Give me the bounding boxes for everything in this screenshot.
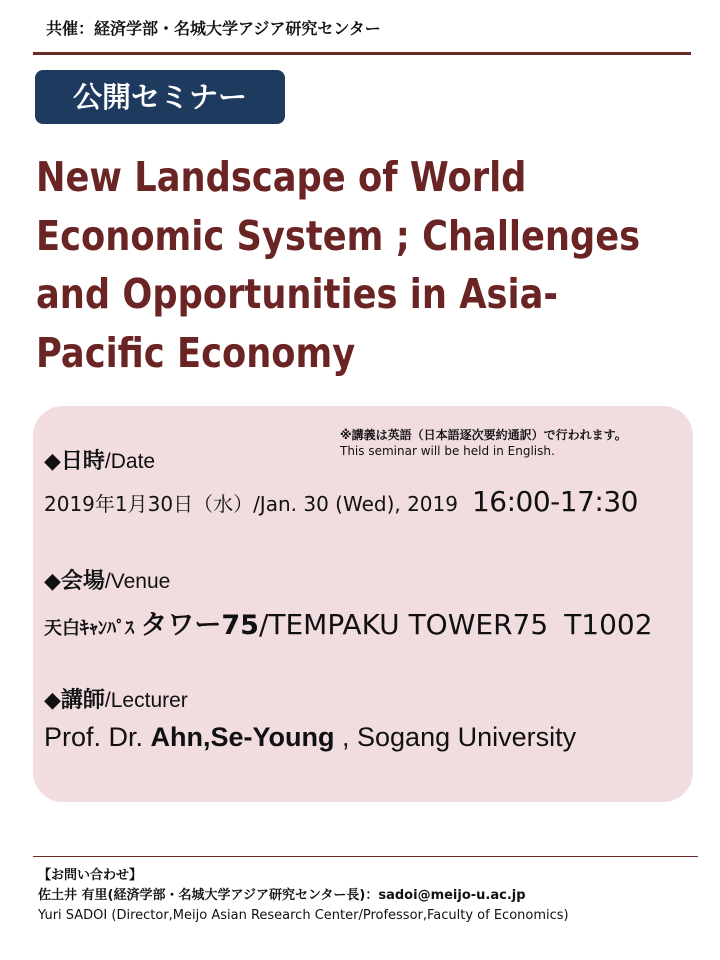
venue-tower-en: /TEMPAKU TOWER75 bbox=[258, 608, 549, 641]
language-note-jp: ※講義は英語（日本語逐次要約通訳）で行われます。 bbox=[340, 428, 627, 442]
date-heading-en: /Date bbox=[104, 450, 156, 473]
organizer-text: 共催：経済学部・名城大学アジア研究センター bbox=[46, 19, 381, 38]
title-line: Economic System ; Challenges bbox=[36, 211, 641, 260]
time-text: 16:00-17:30 bbox=[471, 485, 638, 518]
top-divider bbox=[33, 52, 691, 55]
venue-heading bbox=[44, 564, 170, 595]
contact-english: Yuri SADOI (Director,Meijo Asian Research Center/Professor,Faculty of Economics) bbox=[38, 908, 569, 923]
language-note-en: This seminar will be held in English. bbox=[340, 444, 555, 458]
language-note bbox=[340, 427, 627, 459]
contact-block bbox=[38, 866, 569, 926]
lecturer-prefix: Prof. Dr. bbox=[44, 722, 151, 752]
date-text: 2019年1月30日（水）/Jan. 30 (Wed), 2019 bbox=[44, 492, 458, 516]
title-line: Pacific Economy bbox=[36, 328, 356, 377]
lecturer-heading-en: /Lecturer bbox=[104, 689, 188, 712]
seminar-title bbox=[36, 148, 641, 382]
lecturer-line bbox=[44, 722, 576, 753]
venue-tower-jp: タワー75 bbox=[140, 610, 259, 641]
venue-heading-jp: ◆会場 bbox=[44, 569, 105, 594]
lecturer-name: Ahn,Se-Young bbox=[150, 722, 335, 752]
lecturer-heading-jp: ◆講師 bbox=[44, 688, 105, 713]
lecturer-heading bbox=[44, 683, 188, 714]
venue-heading-en: /Venue bbox=[104, 570, 171, 593]
public-seminar-badge: 公開セミナー bbox=[35, 70, 285, 124]
venue-campus: 天白ｷｬﾝﾊﾟｽ bbox=[44, 618, 134, 639]
title-line: and Opportunities in Asia- bbox=[36, 270, 559, 318]
date-line bbox=[44, 485, 638, 518]
bottom-divider bbox=[33, 856, 698, 857]
venue-line bbox=[44, 603, 653, 642]
venue-room: T1002 bbox=[564, 608, 653, 641]
contact-label: 【お問い合わせ】 bbox=[38, 868, 143, 883]
title-line: New Landscape of World bbox=[36, 153, 527, 201]
date-heading-jp: ◆日時 bbox=[44, 449, 105, 474]
lecturer-affiliation: , Sogang University bbox=[334, 722, 577, 752]
date-heading bbox=[44, 444, 155, 475]
contact-person: 佐土井 有里(経済学部・名城大学アジア研究センター長)：sadoi@meijo-u.ac.jp bbox=[38, 888, 526, 903]
